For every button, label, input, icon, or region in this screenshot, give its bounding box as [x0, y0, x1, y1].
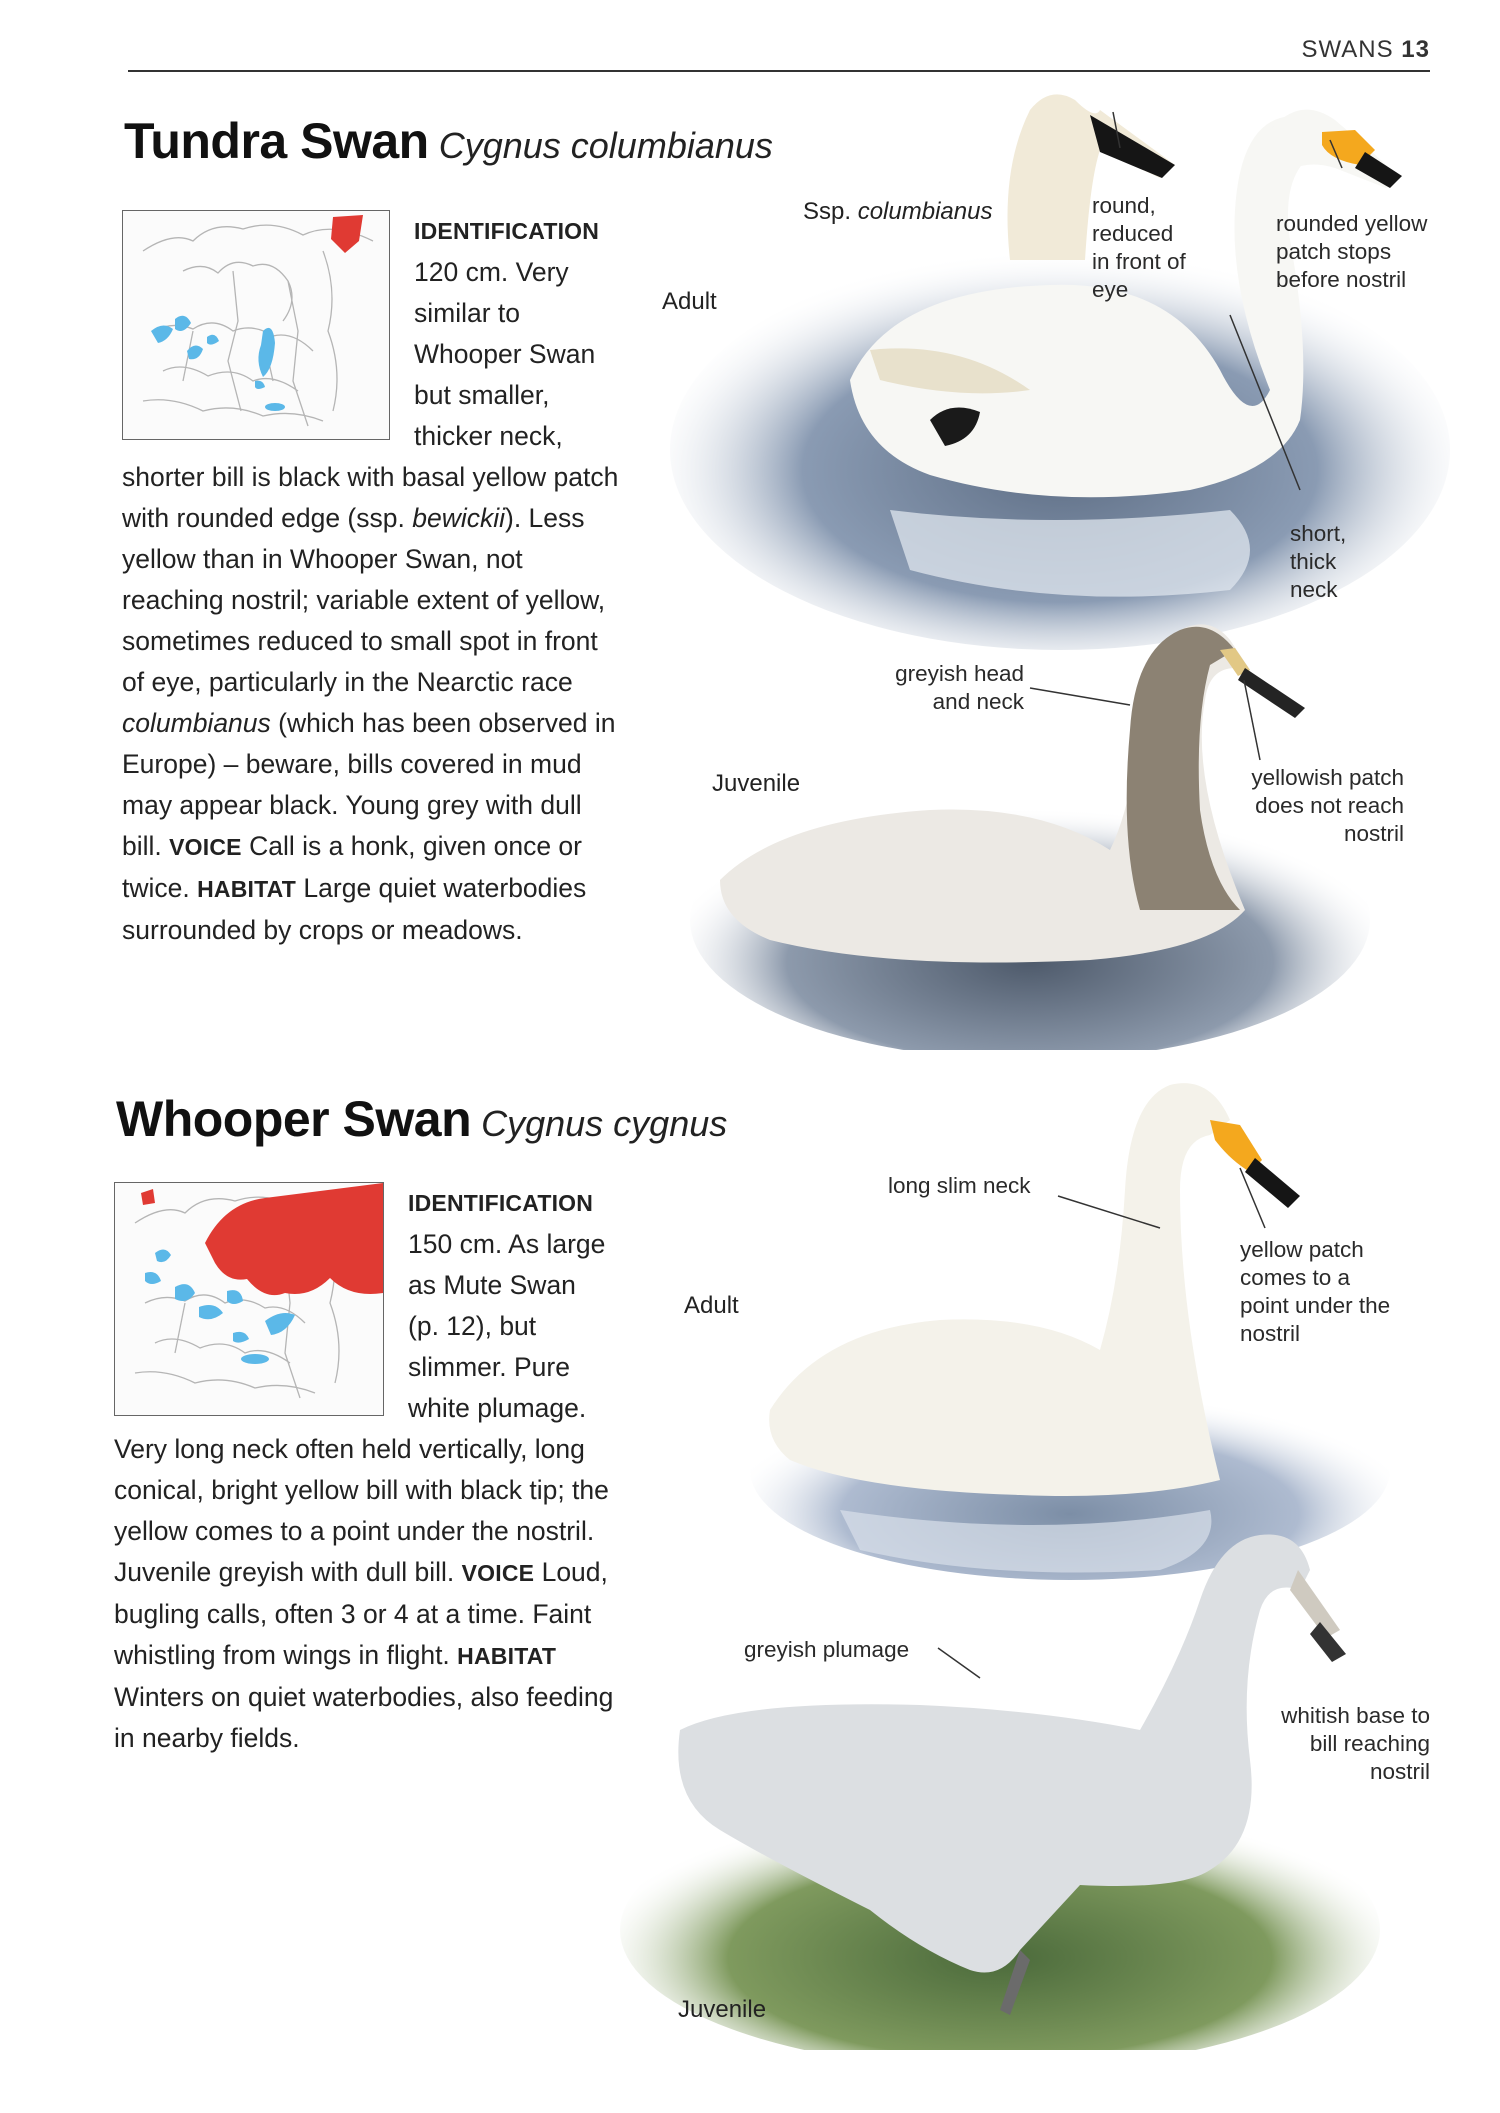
tundra-habitat-text: Large quiet waterbodies surrounded by crops or meadows. — [122, 873, 587, 945]
tundra-ssp-label — [803, 198, 992, 226]
whooper-id-label: IDENTIFICATION — [408, 1190, 594, 1216]
tundra-ssp-name: columbianus — [857, 198, 993, 225]
whooper-note-yellow-point: yellow patch comes to a point under the nostril — [1240, 1237, 1391, 1346]
tundra-note-short-neck: short, thick neck — [1290, 521, 1347, 602]
whooper-size: 150 cm. — [408, 1229, 503, 1259]
tundra-scientific-name: Cygnus columbianus — [438, 125, 773, 166]
whooper-title — [116, 1090, 727, 1148]
tundra-voice-label: VOICE — [169, 834, 242, 860]
whooper-description — [114, 1182, 614, 1759]
tundra-note-round: round, reduced in front of eye — [1092, 193, 1186, 302]
running-header — [1302, 36, 1431, 64]
whooper-voice-text: Loud, bugling calls, often 3 or 4 at a time. Faint whistling from wings in flight. — [114, 1557, 608, 1670]
whooper-voice-label: VOICE — [461, 1560, 535, 1586]
tundra-voice-text: Call is a honk, given once or twice. — [122, 831, 582, 903]
tundra-text-1-italic: bewickii — [412, 503, 505, 533]
whooper-note-whitish-base: whitish base to bill reaching nostril — [1281, 1703, 1430, 1784]
section-name: SWANS — [1301, 36, 1394, 63]
whooper-note-long-neck: long slim neck — [888, 1173, 1031, 1198]
tundra-habitat-label: HABITAT — [197, 876, 297, 902]
tundra-note-yellowish-patch: yellowish patch does not reach nostril — [1251, 765, 1404, 846]
whooper-adult-label: Adult — [684, 1292, 739, 1319]
tundra-size: 120 cm. — [414, 257, 509, 287]
tundra-ssp-prefix: Ssp. — [803, 198, 852, 225]
whooper-scientific-name: Cygnus cygnus — [481, 1103, 728, 1144]
tundra-juvenile-label: Juvenile — [712, 770, 801, 797]
tundra-text-1: Very similar to Whooper Swan but smaller, thicker neck, shorter bill is black with basal yellow patch with rounded edge (ssp. — [122, 257, 619, 533]
whooper-note-greyish-plumage: greyish plumage — [744, 1637, 910, 1662]
tundra-text-2-italic: columbianus — [122, 708, 271, 738]
tundra-common-name: Tundra Swan — [124, 113, 429, 169]
tundra-range-map — [122, 210, 390, 440]
tundra-adult-label: Adult — [662, 288, 717, 315]
whooper-text-1: As large as Mute Swan (p. 12), but slimmer. Pure white plumage. Very long neck often held vertically, long conical, bright yellow bill with black tip; the yellow comes to a point under the nostril. Juvenile greyish with dull bill. — [114, 1229, 609, 1587]
tundra-text-3: (which has been observed in Europe) – beware, bills covered in mud may appear black. Young grey with dull bill. — [122, 708, 616, 861]
header-rule — [128, 70, 1430, 72]
tundra-note-greyish-head: greyish head and neck — [895, 661, 1024, 714]
page-number: 13 — [1401, 36, 1430, 63]
tundra-range-map-svg — [123, 211, 389, 439]
whooper-range-map — [114, 1182, 384, 1416]
whooper-juvenile-photo — [620, 1530, 1380, 2050]
tundra-note-rounded-patch: rounded yellow patch stops before nostril — [1276, 211, 1428, 292]
whooper-range-map-svg — [115, 1183, 383, 1415]
tundra-id-label: IDENTIFICATION — [414, 218, 600, 244]
whooper-habitat-label: HABITAT — [457, 1643, 557, 1669]
tundra-text-2: ). Less yellow than in Whooper Swan, not reaching nostril; variable extent of yellow, sometimes reduced to small spot in front of eye, particularly in the Nearctic race — [122, 503, 606, 697]
whooper-juvenile-label: Juvenile — [678, 1996, 767, 2023]
tundra-description — [122, 210, 622, 951]
whooper-habitat-text: Winters on quiet waterbodies, also feeding in nearby fields. — [114, 1682, 614, 1753]
whooper-common-name: Whooper Swan — [116, 1091, 472, 1147]
